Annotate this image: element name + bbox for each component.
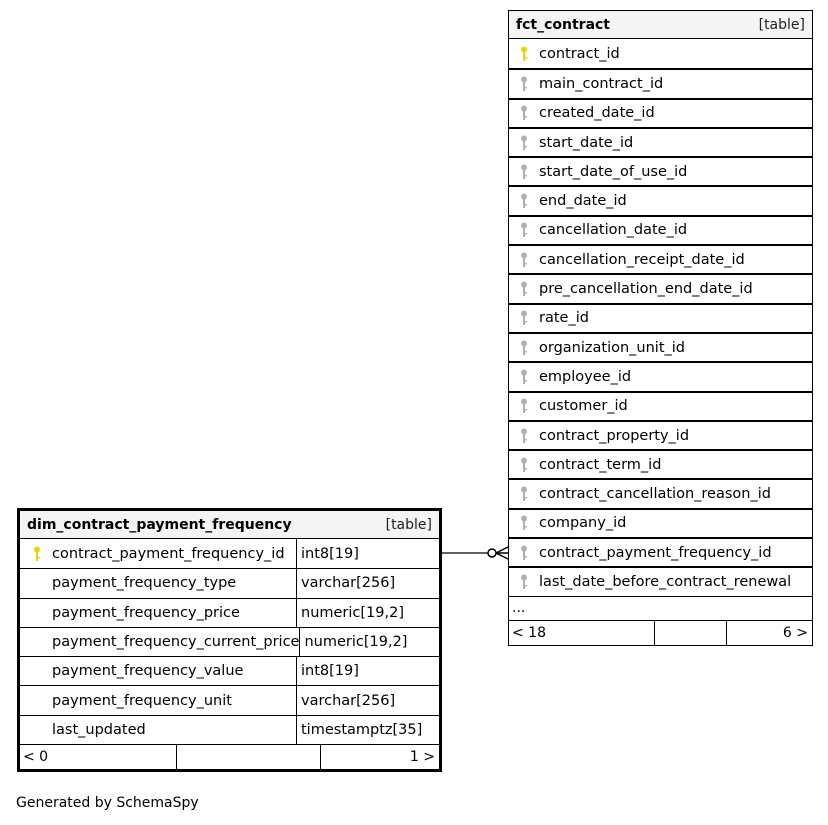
foreign-key-icon [513,515,535,531]
foreign-key-icon [513,252,535,268]
column-row[interactable] [20,685,439,714]
column-row[interactable] [509,98,812,127]
foreign-key-icon [513,398,535,414]
column-list [20,539,439,744]
column-row[interactable] [509,449,812,478]
column-list [509,39,812,596]
table-footer [509,620,812,645]
foreign-key-icon [513,222,535,238]
column-name-cell [20,716,297,744]
column-row[interactable] [509,273,812,302]
table-footer [20,744,439,769]
column-name[interactable]: payment_frequency_unit [52,692,232,709]
column-name[interactable]: main_contract_id [539,75,664,92]
foreign-key-icon [513,193,535,209]
table-dim-contract-payment-frequency[interactable] [17,508,442,772]
column-row[interactable] [509,215,812,244]
column-name[interactable]: customer_id [539,398,628,415]
column-name[interactable]: start_date_id [539,134,634,151]
column-row[interactable] [20,539,439,568]
column-type: int8[19] [301,663,359,680]
column-row[interactable] [509,332,812,361]
column-name-cell [20,539,297,568]
more-columns: ... [509,596,812,620]
primary-key-icon [26,546,48,562]
column-name[interactable]: contract_payment_frequency_id [539,544,772,561]
column-row[interactable] [509,68,812,97]
foreign-key-icon [513,486,535,502]
table-header[interactable] [509,11,812,39]
column-name[interactable]: last_updated [52,721,146,738]
column-row[interactable] [509,244,812,273]
column-name[interactable]: company_id [539,515,627,532]
column-row[interactable] [509,303,812,332]
column-row[interactable] [20,568,439,597]
column-name[interactable]: start_date_of_use_id [539,163,688,180]
foreign-key-icon [513,428,535,444]
foreign-key-icon [513,76,535,92]
generated-by-label: Generated by SchemaSpy [16,795,199,811]
column-type: timestamptz[35] [301,721,423,738]
column-type: numeric[19,2] [304,634,408,651]
foreign-key-icon [513,545,535,561]
children-count[interactable]: 6 > [782,624,808,641]
table-kind: [table] [758,16,805,33]
table-kind: [table] [385,516,432,533]
column-name[interactable]: contract_term_id [539,456,662,473]
zero-optional-marker [488,549,496,557]
column-row[interactable] [509,185,812,214]
column-name[interactable]: contract_id [539,45,620,62]
parents-count[interactable]: < 18 [509,621,655,645]
column-name-cell [20,599,297,627]
column-name[interactable]: contract_payment_frequency_id [52,545,285,562]
column-row[interactable] [20,656,439,685]
column-row[interactable] [509,537,812,566]
column-name[interactable]: payment_frequency_price [52,604,240,621]
column-row[interactable] [509,508,812,537]
column-name-cell [20,569,297,597]
table-header[interactable] [20,511,439,539]
table-name[interactable]: dim_contract_payment_frequency [27,516,292,533]
foreign-key-icon [513,457,535,473]
column-name[interactable]: contract_property_id [539,427,690,444]
column-name-cell [20,686,297,714]
foreign-key-icon [513,369,535,385]
foreign-key-icon [513,340,535,356]
column-name[interactable]: payment_frequency_value [52,663,244,680]
column-row[interactable] [509,39,812,68]
column-name[interactable]: created_date_id [539,105,655,122]
column-name[interactable]: last_date_before_contract_renewal [539,573,792,590]
table-name[interactable]: fct_contract [516,16,611,33]
foreign-key-icon [513,574,535,590]
column-row[interactable] [20,715,439,744]
parents-count[interactable]: < 0 [20,745,177,769]
foreign-key-icon [513,310,535,326]
column-name[interactable]: employee_id [539,368,632,385]
column-row[interactable] [509,391,812,420]
column-row[interactable] [509,478,812,507]
foreign-key-icon [513,135,535,151]
column-row[interactable] [509,566,812,595]
column-type: varchar[256] [301,575,396,592]
column-name-cell [20,657,297,685]
column-row[interactable] [509,420,812,449]
column-name[interactable]: rate_id [539,310,589,327]
column-row[interactable] [509,361,812,390]
column-name[interactable]: cancellation_receipt_date_id [539,251,745,268]
primary-key-icon [513,46,535,62]
column-type: varchar[256] [301,692,396,709]
table-fct-contract[interactable] [508,10,813,646]
column-row[interactable] [20,598,439,627]
children-count[interactable]: 1 > [409,749,435,766]
foreign-key-icon [513,281,535,297]
column-row[interactable] [20,627,439,656]
column-row[interactable] [509,127,812,156]
column-name[interactable]: organization_unit_id [539,339,685,356]
crowfoot-bottom [496,553,508,559]
column-name[interactable]: contract_cancellation_reason_id [539,486,771,503]
footer-middle [177,745,321,769]
column-name-cell [20,628,300,656]
column-name[interactable]: pre_cancellation_end_date_id [539,281,753,298]
column-name[interactable]: payment_frequency_current_price [52,634,300,651]
column-name[interactable]: payment_frequency_type [52,575,237,592]
column-row[interactable] [509,156,812,185]
foreign-key-icon [513,164,535,180]
column-name[interactable]: end_date_id [539,193,627,210]
column-type: numeric[19,2] [301,604,404,621]
footer-middle [655,621,727,645]
crowfoot-top [496,547,508,553]
column-name[interactable]: cancellation_date_id [539,222,688,239]
column-type: int8[19] [301,545,359,562]
foreign-key-icon [513,105,535,121]
